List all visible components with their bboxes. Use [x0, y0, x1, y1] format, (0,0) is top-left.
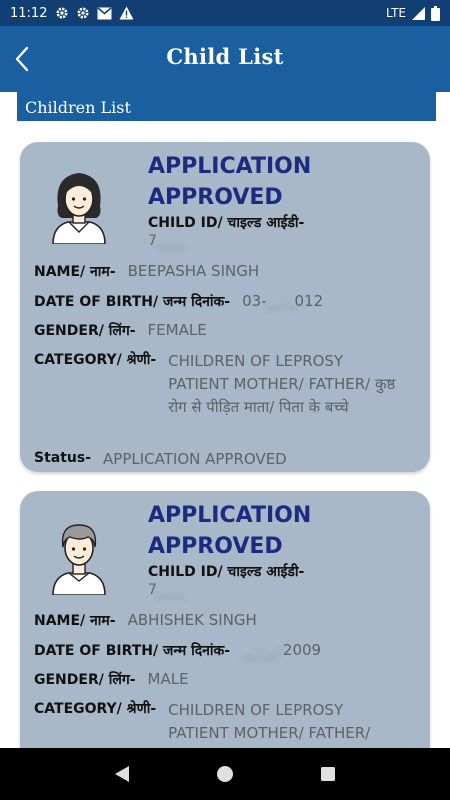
name-label: NAME/ नाम-	[34, 264, 116, 280]
child-id-label-text: CHILD ID/ चाइल्ड आईडी-	[148, 215, 305, 231]
name-row	[34, 262, 259, 281]
page-title: Child List	[166, 44, 284, 69]
signal-icon	[412, 7, 425, 20]
network-label: LTE	[386, 6, 406, 20]
dob-row	[34, 292, 323, 311]
settings-icon	[55, 6, 69, 20]
settings-icon	[76, 6, 90, 20]
status-time: 11:12	[10, 5, 48, 21]
nav-recents-button[interactable]	[316, 762, 340, 786]
child-id-label-text: CHILD ID/ चाइल्ड आईडी-	[148, 564, 305, 580]
recents-square-icon	[320, 766, 336, 782]
boy-avatar-icon	[50, 517, 108, 595]
gender-row	[34, 670, 189, 689]
child-id-digit: 7	[148, 582, 157, 598]
application-status-heading: APPLICATION APPROVED	[148, 503, 312, 559]
category-label: CATEGORY/ श्रेणी-	[34, 352, 157, 368]
dob-value: 03-__-_012	[242, 292, 324, 310]
nav-home-button[interactable]	[213, 762, 237, 786]
alert-icon	[119, 6, 134, 20]
section-header: Children List	[14, 92, 436, 121]
battery-icon	[431, 6, 440, 21]
app-bar	[0, 26, 450, 92]
dob-label: DATE OF BIRTH/ जन्म दिनांक-	[34, 294, 231, 310]
gender-row	[34, 321, 207, 340]
category-value: CHILDREN OF LEPROSY PATIENT MOTHER/ FATHER/ कुष्ठ रोग से पीड़ित माता/ पिता के बच्चे	[168, 352, 396, 416]
gender-value: FEMALE	[147, 321, 207, 339]
child-id-value: 7____	[148, 233, 185, 249]
dob-prefix: 03-	[242, 292, 267, 310]
name-row	[34, 611, 257, 630]
application-status-heading: APPLICATION APPROVED	[148, 154, 312, 210]
status-bar	[0, 0, 450, 26]
back-triangle-icon	[114, 765, 130, 783]
name-value: ABHISHEK SINGH	[127, 611, 257, 629]
nav-back-button[interactable]	[110, 762, 134, 786]
gender-label: GENDER/ लिंग-	[34, 672, 136, 688]
system-nav-bar	[0, 748, 450, 800]
mail-icon	[97, 7, 112, 20]
dob-label: DATE OF BIRTH/ जन्म दिनांक-	[34, 643, 231, 659]
child-id-digit: 7	[148, 233, 157, 249]
dob-value: __-__-2009	[242, 641, 322, 659]
dob-suffix: 2009	[282, 641, 322, 659]
child-id-label	[148, 213, 304, 232]
name-value: BEEPASHA SINGH	[127, 262, 260, 280]
child-id-value: 7____	[148, 582, 185, 598]
girl-avatar-icon	[50, 166, 108, 244]
category-row	[34, 350, 398, 419]
status-label: Status-	[34, 450, 92, 466]
home-circle-icon	[216, 765, 234, 783]
name-label: NAME/ नाम-	[34, 613, 116, 629]
dob-row	[34, 641, 321, 660]
child-id-label	[148, 562, 304, 581]
gender-label: GENDER/ लिंग-	[34, 323, 136, 339]
status-value: APPLICATION APPROVED	[103, 450, 287, 468]
status-row	[34, 450, 287, 468]
child-card[interactable]	[20, 142, 430, 472]
category-label: CATEGORY/ श्रेणी-	[34, 701, 157, 717]
dob-suffix: 012	[294, 292, 324, 310]
gender-value: MALE	[147, 670, 189, 688]
child-card[interactable]	[20, 491, 430, 791]
category-value: CHILDREN OF LEPROSY PATIENT MOTHER/ FATHER/	[168, 701, 371, 742]
category-row	[34, 699, 398, 745]
